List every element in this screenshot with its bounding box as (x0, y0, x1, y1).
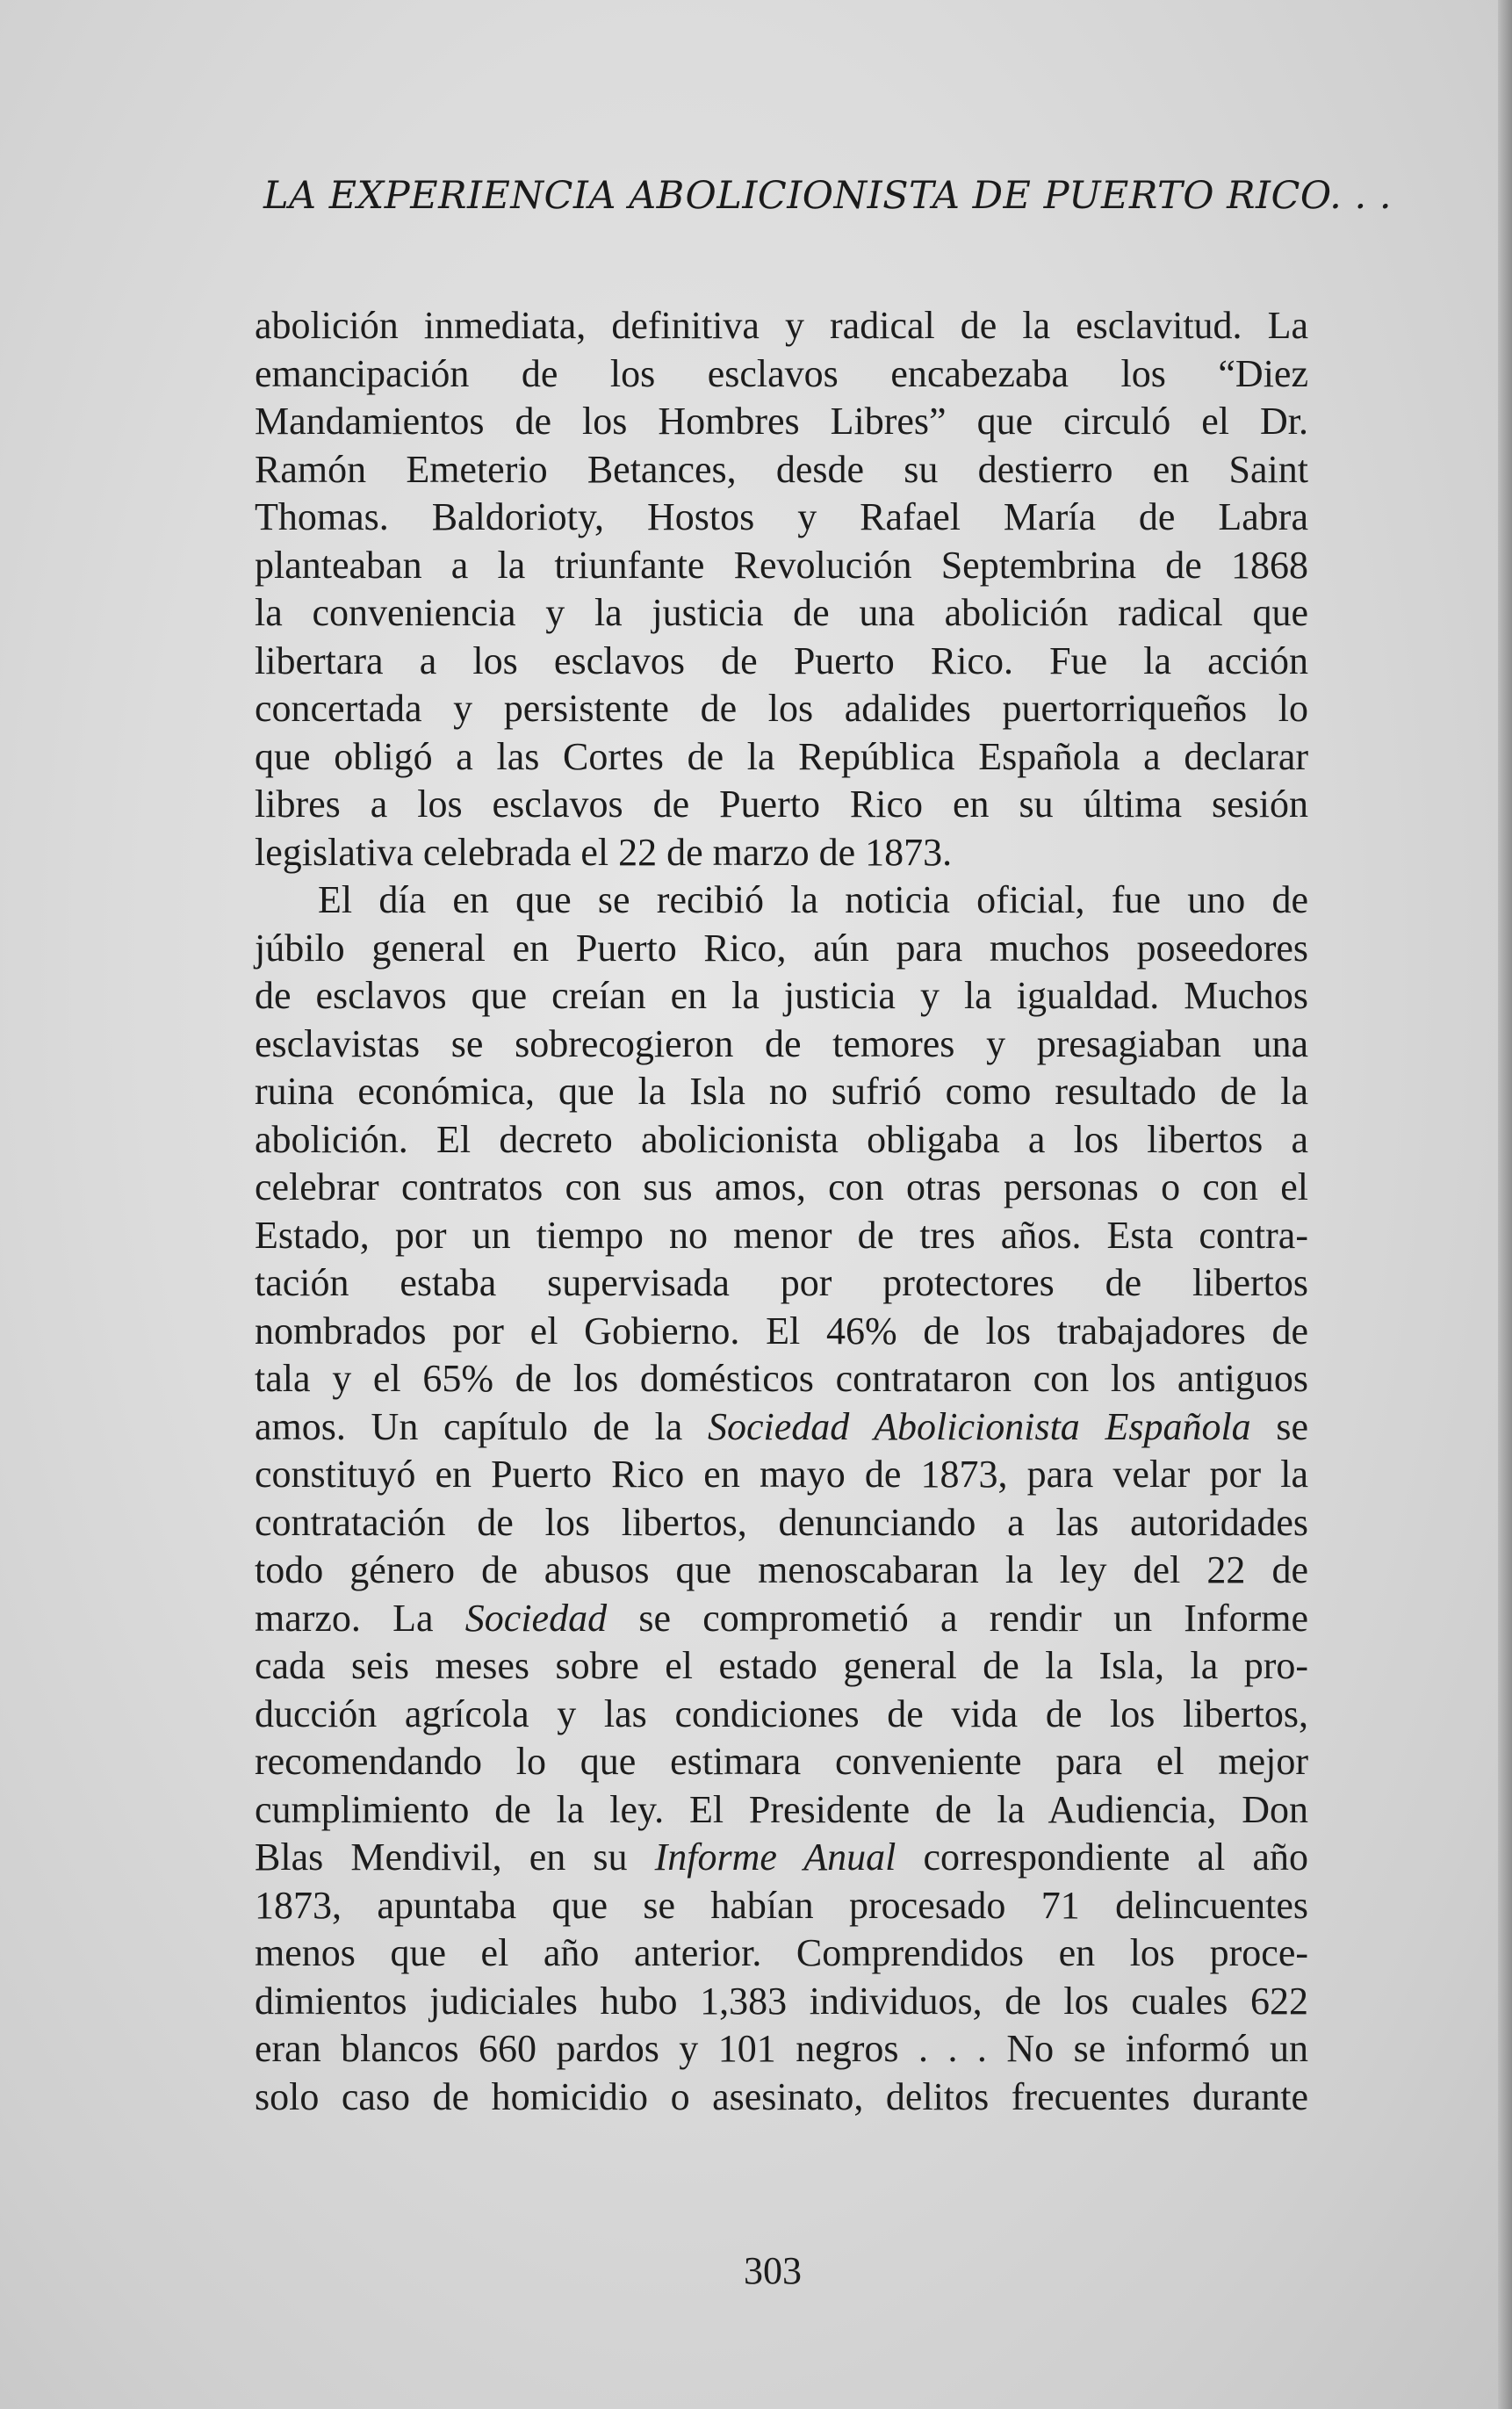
text-line: Estado, por un tiempo no menor de tres años. Esta contra- (255, 1213, 1308, 1257)
text-line: constituyó en Puerto Rico en mayo de 1873, para velar por la (255, 1453, 1308, 1496)
text-line: contratación de los libertos, denunciando a las autoridades (255, 1500, 1308, 1544)
text-line (255, 1834, 1308, 1882)
text-line: solo caso de homicidio o asesinato, delitos frecuentes durante (255, 2074, 1308, 2118)
text-line: legislativa celebrada el 22 de marzo de 1873. (255, 830, 953, 874)
text-line: abolición. El decreto abolicionista obligaba a los libertos a (255, 1117, 1308, 1161)
text-segment: amos. Un capítulo de la (255, 1404, 708, 1448)
text-line: abolición inmediata, definitiva y radical de la esclavitud. La (255, 304, 1308, 347)
text-line: la conveniencia y la justicia de una abolición radical que (255, 591, 1308, 634)
text-line: 1873, apuntaba que se habían procesado 71 delincuentes (255, 1883, 1308, 1927)
body-text (255, 302, 1308, 2121)
text-line: menos que el año anterior. Comprendidos en los proce- (255, 1931, 1308, 1974)
text-line: de esclavos que creían en la justicia y la igualdad. Muchos (255, 974, 1308, 1017)
running-header: LA EXPERIENCIA ABOLICIONISTA DE PUERTO RICO. . . (263, 174, 1392, 218)
page-number: 303 (744, 2249, 802, 2292)
text-line: concertada y persistente de los adalides puertorriqueños lo (255, 687, 1308, 730)
page-edge-shadow (1498, 0, 1512, 2409)
text-line: ducción agrícola y las condiciones de vida de los libertos, (255, 1691, 1308, 1735)
text-line: Ramón Emeterio Betances, desde su destierro en Saint (255, 447, 1308, 491)
text-line: nombrados por el Gobierno. El 46% de los trabajadores de (255, 1309, 1308, 1352)
text-line: libertara a los esclavos de Puerto Rico. Fue la acción (255, 638, 1308, 682)
text-line: que obligó a las Cortes de la República Española a declarar (255, 734, 1308, 778)
text-line: cada seis meses sobre el estado general de la Isla, la pro- (255, 1644, 1308, 1687)
text-line: cumplimiento de la ley. El Presidente de la Audiencia, Don (255, 1787, 1308, 1831)
text-line: júbilo general en Puerto Rico, aún para muchos poseedores (255, 926, 1308, 970)
text-segment: se (1250, 1404, 1309, 1448)
text-line: dimientos judiciales hubo 1,383 individuos, de los cuales 622 (255, 1979, 1308, 2023)
text-line: El día en que se recibió la noticia oficial, fue uno de (318, 878, 1308, 921)
text-line: Thomas. Baldorioty, Hostos y Rafael María de Labra (255, 495, 1308, 538)
text-segment: marzo. La (255, 1596, 465, 1640)
italic-title: Sociedad Abolicionista Española (707, 1404, 1251, 1448)
text-line: planteaban a la triunfante Revolución Septembrina de 1868 (255, 543, 1308, 587)
italic-title: Sociedad (464, 1596, 608, 1640)
text-line (255, 1403, 1308, 1452)
text-line: tala y el 65% de los domésticos contrataron con los antiguos (255, 1357, 1308, 1400)
text-line: recomendando lo que estimara conveniente para el mejor (255, 1740, 1308, 1783)
text-line: todo género de abusos que menoscabaran la ley del 22 de (255, 1548, 1308, 1591)
text-line: celebrar contratos con sus amos, con otras personas o con el (255, 1165, 1308, 1208)
text-line: Mandamientos de los Hombres Libres” que circuló el Dr. (255, 400, 1308, 443)
text-line: ruina económica, que la Isla no sufrió como resultado de la (255, 1070, 1308, 1113)
text-segment: Blas Mendivil, en su (255, 1836, 655, 1879)
text-line: emancipación de los esclavos encabezaba los “Diez (255, 351, 1308, 395)
text-line: eran blancos 660 pardos y 101 negros . . . No se informó un (255, 2027, 1308, 2070)
text-line: libres a los esclavos de Puerto Rico en su última sesión (255, 783, 1308, 826)
text-line (255, 1595, 1308, 1643)
text-segment: correspondiente al año (896, 1836, 1309, 1879)
text-segment: se comprometió a rendir un Informe (607, 1596, 1309, 1640)
italic-title: Informe Anual (654, 1836, 896, 1879)
text-line: tación estaba supervisada por protectores de libertos (255, 1261, 1308, 1304)
text-line: esclavistas se sobrecogieron de temores y presagiaban una (255, 1021, 1308, 1065)
